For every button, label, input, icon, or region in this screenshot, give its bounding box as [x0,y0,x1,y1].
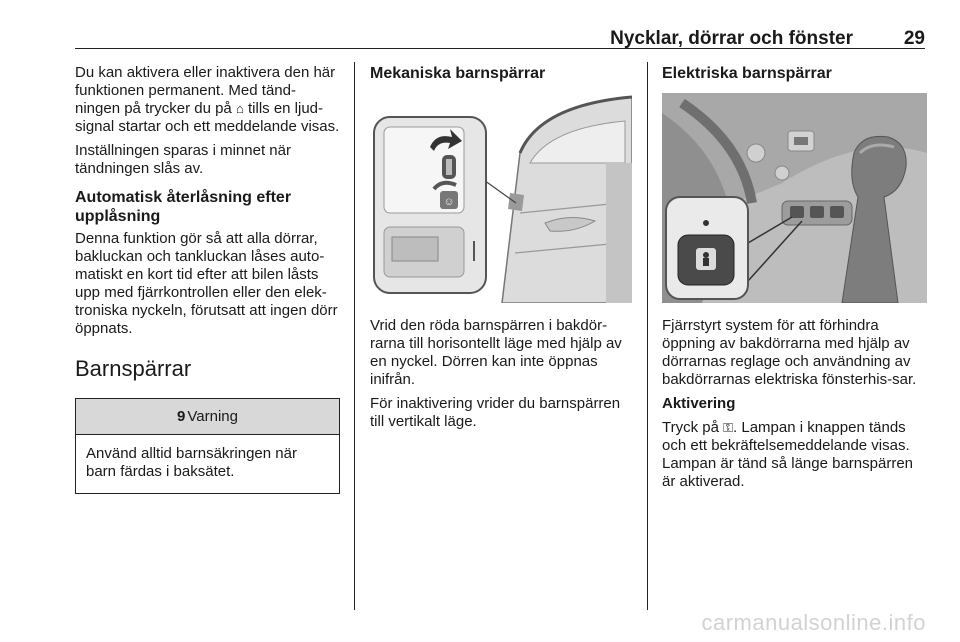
paragraph: Fjärrstyrt system för att förhindra öppning av bakdörrarna med hjälp av dörrarnas reglage och användning av bakdörrarnas elektriska fönsterhis-sar. [662,317,917,388]
warning-title: Varning [187,408,238,425]
electric-child-lock-illustration [662,93,927,303]
column-left [75,64,340,494]
warning-header [76,399,339,435]
column-divider [647,62,648,610]
paragraph: Tryck på ⚿. Lampan i knappen tänds och ett bekräftelsemeddelande visas. Lampan är tänd så länge barnspärren är aktiverad. [662,419,914,490]
section-heading: Mekaniska barnspärrar [370,65,546,82]
car-lock-icon: ⌂ [235,101,244,116]
watermark: carmanualsonline.info [701,610,926,635]
child-lock-icon: ⚿ [723,420,734,435]
page-header [75,28,925,49]
warning-box [75,398,340,494]
mechanical-child-lock-illustration [370,93,632,303]
svg-text:☺: ☺ [443,196,455,208]
page-title: Nycklar, dörrar och fönster [610,28,853,49]
paragraph: Denna funktion gör så att alla dörrar, bakluckan och tankluckan låses auto-matiskt en kort tid efter att bilen låsts upp med fjärrkontrollen eller den elek-troniska nyckeln, förutsatt att ingen dörr öppnats. [75,230,338,337]
column-middle [370,64,632,437]
paragraph: För inaktivering vrider du barnspärren till vertikalt läge. [370,395,621,430]
paragraph: Inställningen sparas i minnet när tändningen slås av. [75,142,291,177]
warning-text: Använd alltid barnsäkringen när barn färdas i baksätet. [86,445,297,480]
section-heading: Automatisk återlåsning efter upplåsning [75,189,292,225]
warning-symbol: 9 [177,408,186,425]
subheading: Aktivering [662,395,736,412]
page-number: 29 [903,28,925,49]
column-divider [354,62,355,610]
paragraph: Vrid den röda barnspärren i bakdör-rarna till horisontellt läge med hjälp av en nyckel. Dörren kan inte öppnas inifrån. [370,317,622,388]
paragraph: Du kan aktivera eller inaktivera den här funktionen permanent. Med tänd-ningen på trycker du på ⌂ tills en ljud-signal startar och ett meddelande visas. [75,64,340,135]
section-heading: Elektriska barnspärrar [662,65,832,82]
column-right [662,64,927,497]
chapter-heading: Barnspärrar [75,356,192,381]
